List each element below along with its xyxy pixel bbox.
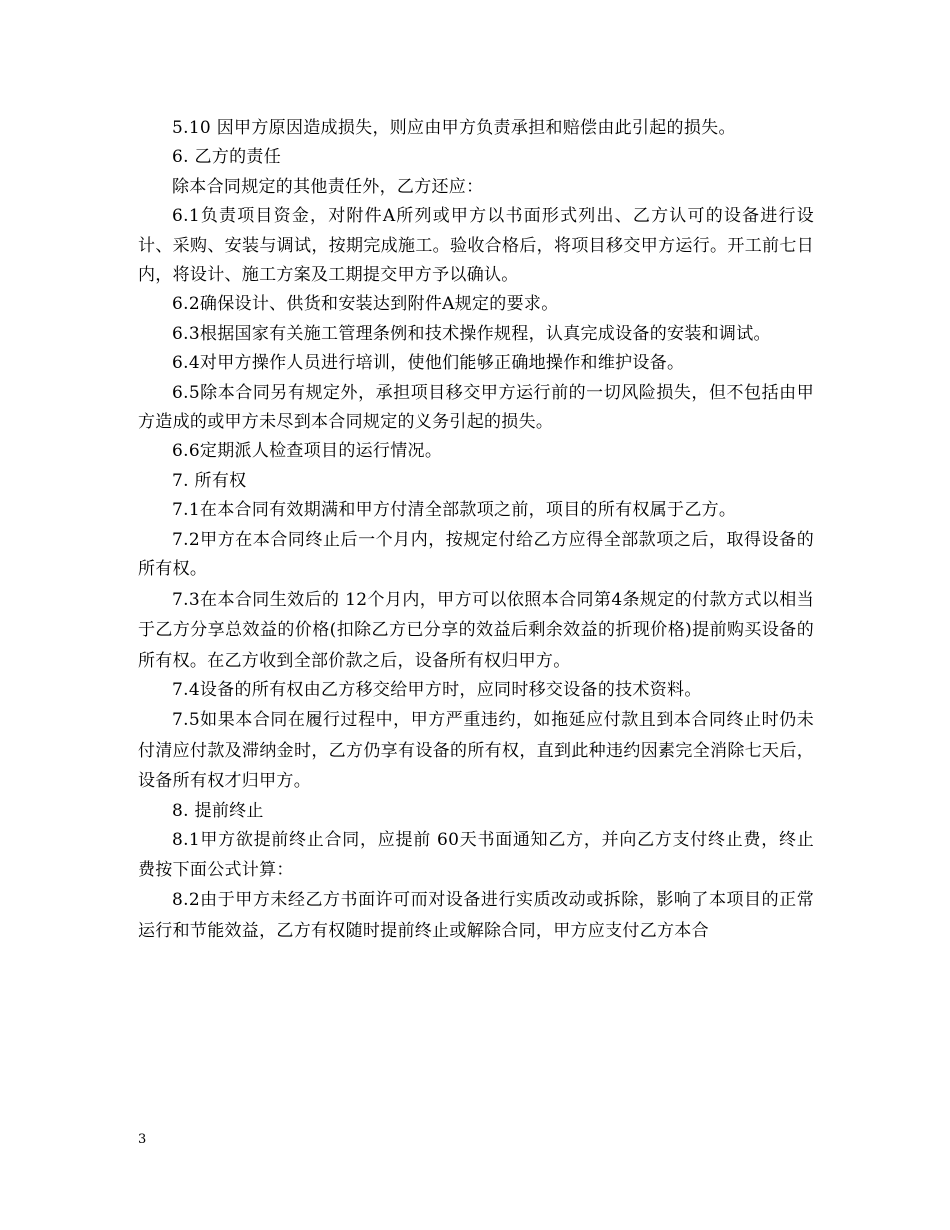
- paragraph-6-5: 6.5除本合同另有规定外，承担项目移交甲方运行前的一切风险损失，但不包括由甲方造成的或甲方未尽到本合同规定的义务引起的损失。: [138, 382, 814, 433]
- paragraph-6-1: 6.1负责项目资金，对附件A所列或甲方以书面形式列出、乙方认可的设备进行设计、采购、安装与调试，按期完成施工。验收合格后，将项目移交甲方运行。开工前七日内，将设计、施工方案及工期提交甲方予以确认。: [138, 206, 814, 286]
- paragraph-6-2: 6.2确保设计、供货和安装达到附件A规定的要求。: [172, 294, 559, 315]
- paragraph-7-5: 7.5如果本合同在履行过程中，甲方严重违约，如拖延应付款且到本合同终止时仍未付清应付款及滞纳金时，乙方仍享有设备的所有权，直到此种违约因素完全消除七天后，设备所有权才归甲方。: [138, 710, 814, 792]
- paragraph-6-4: 6.4对甲方操作人员进行培训，使他们能够正确地操作和维护设备。: [172, 353, 685, 374]
- paragraph-7-4: 7.4设备的所有权由乙方移交给甲方时，应同时移交设备的技术资料。: [172, 680, 702, 700]
- paragraph-6-3: 6.3根据国家有关施工管理条例和技术操作规程，认真完成设备的安装和调试。: [172, 323, 771, 344]
- paragraph-6-intro: 除本合同规定的其他责任外，乙方还应：: [172, 176, 484, 197]
- paragraph-7-2: 7.2甲方在本合同终止后一个月内，按规定付给乙方应得全部款项之后，取得设备的所有权。: [138, 529, 814, 580]
- section-heading-7: 7. 所有权: [172, 470, 247, 491]
- document-body: [138, 114, 814, 946]
- page-number: 3: [138, 1132, 147, 1147]
- section-heading-6: 6. 乙方的责任: [172, 147, 282, 168]
- paragraph-6-6: 6.6定期派人检查项目的运行情况。: [172, 441, 443, 462]
- paragraph-8-2: 8.2由于甲方未经乙方书面许可而对设备进行实质改动或拆除，影响了本项目的正常运行和节能效益，乙方有权随时提前终止或解除合同，甲方应支付乙方本合: [138, 890, 814, 941]
- paragraph-7-3: 7.3在本合同生效后的 12个月内，甲方可以依照本合同第4条规定的付款方式以相当于乙方分享总效益的价格(扣除乙方已分享的效益后剩余效益的折现价格)提前购买设备的所有权。在乙方收到全部价款之后，设备所有权归甲方。: [138, 589, 814, 671]
- paragraph-5-10: 5.10 因甲方原因造成损失，则应由甲方负责承担和赔偿由此引起的损失。: [172, 118, 736, 138]
- paragraph-8-1: 8.1甲方欲提前终止合同，应提前 60天书面通知乙方，并向乙方支付终止费，终止费按下面公式计算：: [138, 830, 814, 880]
- paragraph-7-1: 7.1在本合同有效期满和甲方付清全部款项之前，项目的所有权属于乙方。: [172, 500, 737, 521]
- section-heading-8: 8. 提前终止: [172, 800, 264, 821]
